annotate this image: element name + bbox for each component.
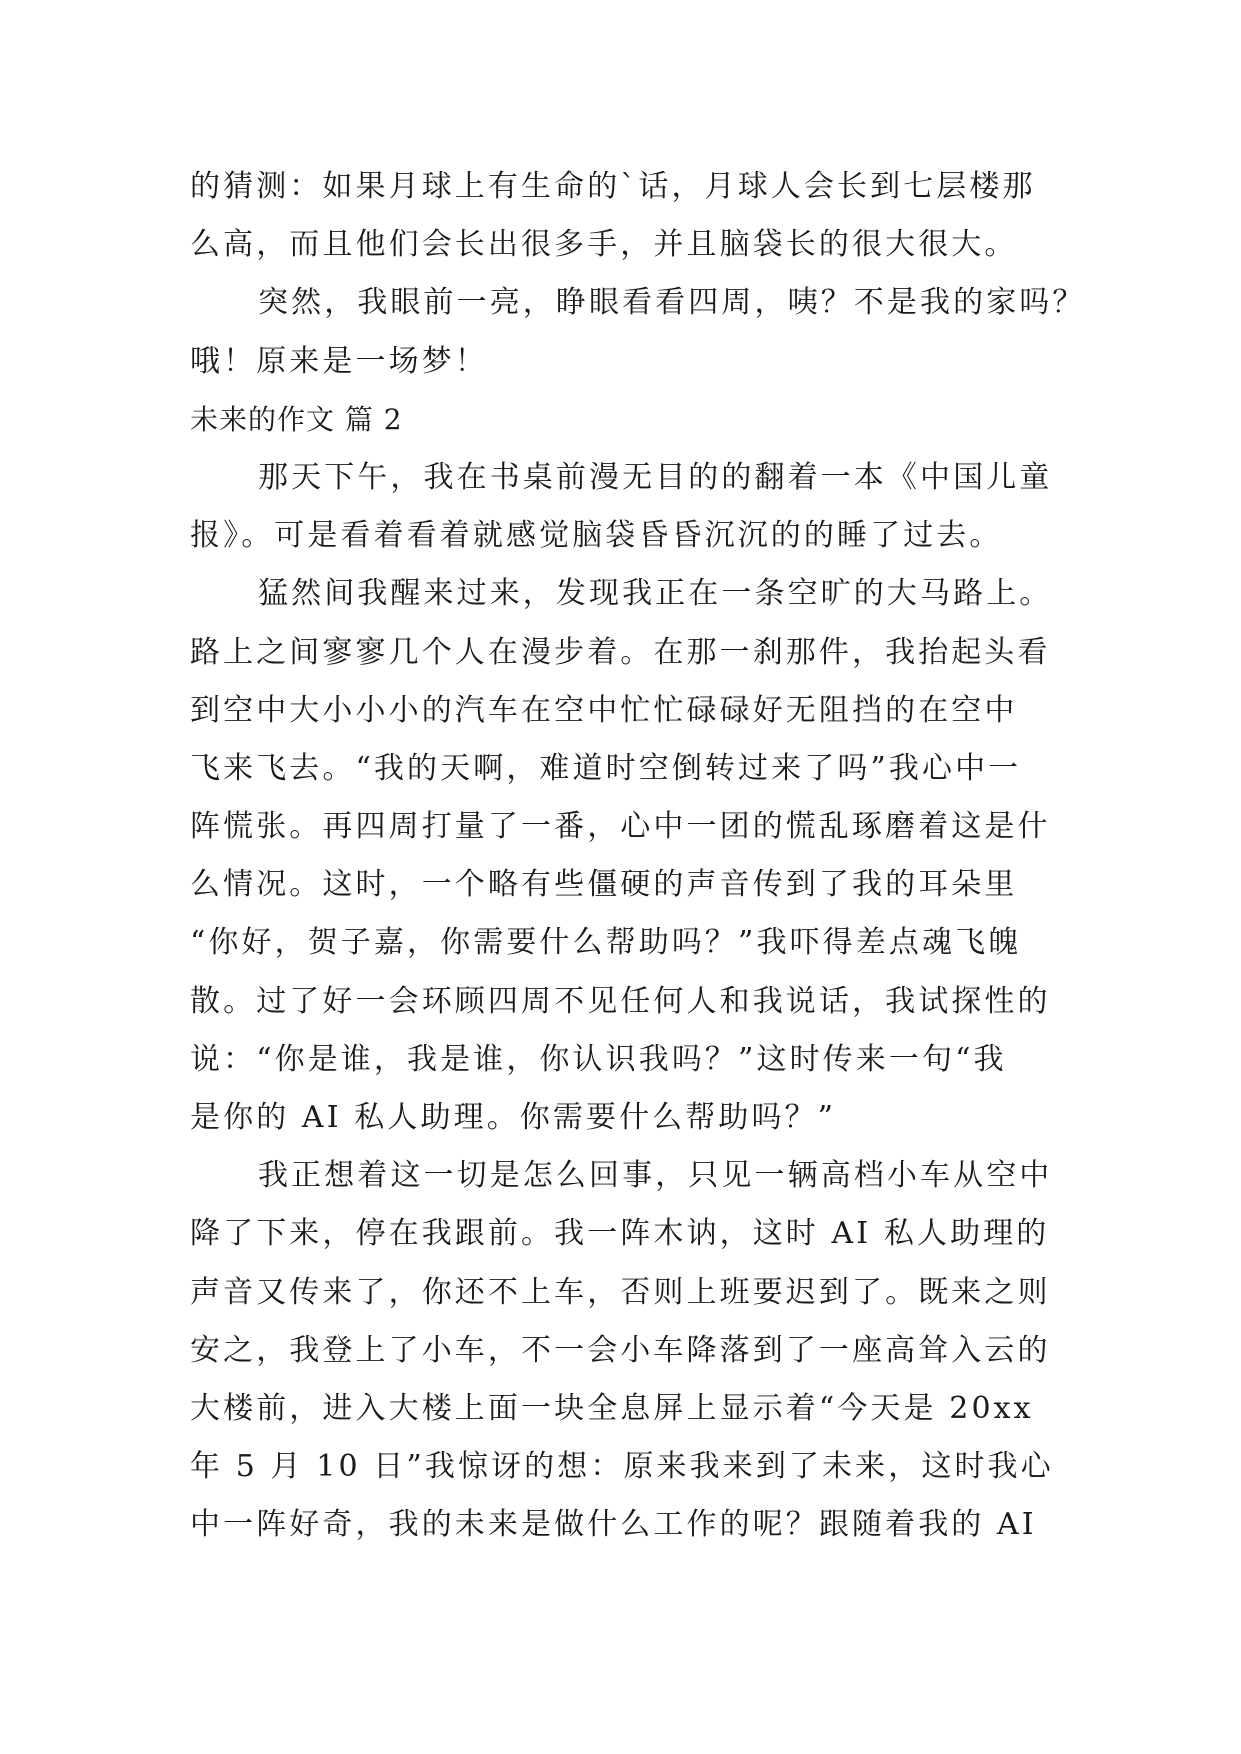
text-line: 路上之间寥寥几个人在漫步着。在那一刹那件，我抬起头看: [190, 634, 1051, 670]
text-line: 大楼前，进入大楼上面一块全息屏上显示着“今天是 20xx: [190, 1390, 1034, 1426]
text-line: 阵慌张。再四周打量了一番，心中一团的慌乱琢磨着这是什: [190, 809, 1051, 845]
text-line: 的猜测：如果月球上有生命的`话，月球人会长到七层楼那: [190, 169, 1036, 204]
text-line: 安之，我登上了小车，不一会小车降落到了一座高耸入云的: [190, 1332, 1051, 1368]
paragraph-start-line: 我正想着这一切是怎么回事，只见一辆高档小车从空中: [258, 1158, 1053, 1194]
text-line: 降了下来，停在我跟前。我一阵木讷，这时 AI 私人助理的: [190, 1216, 1050, 1252]
text-line: 飞来飞去。“我的天啊，难道时空倒转过来了吗”我心中一: [190, 750, 1022, 786]
text-line: 到空中大小小小的汽车在空中忙忙碌碌好无阻挡的在空中: [190, 692, 1018, 728]
text-line: 么高，而且他们会长出很多手，并且脑袋长的很大很大。: [190, 227, 1018, 263]
text-line: 报》。可是看着看着就感觉脑袋昏昏沉沉的的睡了过去。: [190, 518, 1003, 554]
paragraph-start-line: 突然，我眼前一亮，睁眼看看四周，咦？不是我的家吗？: [258, 285, 1086, 321]
text-line: 哦！原来是一场梦！: [190, 343, 488, 379]
section-heading: 未来的作文 篇 2: [190, 402, 403, 436]
paragraph-start-line: 那天下午，我在书桌前漫无目的的翻着一本《中国儿童: [258, 459, 1053, 495]
text-line: “你好，贺子嘉，你需要什么帮助吗？”我吓得差点魂飞魄: [190, 925, 1022, 961]
text-line: 是你的 AI 私人助理。你需要什么帮助吗？”: [190, 1100, 837, 1135]
paragraph-start-line: 猛然间我醒来过来，发现我正在一条空旷的大马路上。: [258, 576, 1053, 612]
text-line: 声音又传来了，你还不上车，否则上班要迟到了。既来之则: [190, 1274, 1051, 1310]
text-line: 说：“你是谁，我是谁，你认识我吗？”这时传来一句“我: [190, 1041, 1007, 1077]
text-line: 散。过了好一会环顾四周不见任何人和我说话，我试探性的: [190, 983, 1051, 1019]
text-line: 年 5 月 10 日”我惊讶的想：原来我来到了未来，这时我心: [190, 1449, 1054, 1485]
text-line: 么情况。这时，一个略有些僵硬的声音传到了我的耳朵里: [190, 867, 1018, 903]
text-line: 中一阵好奇，我的未来是做什么工作的呢？跟随着我的 AI: [190, 1507, 1037, 1543]
essay-body: [190, 158, 1086, 1555]
